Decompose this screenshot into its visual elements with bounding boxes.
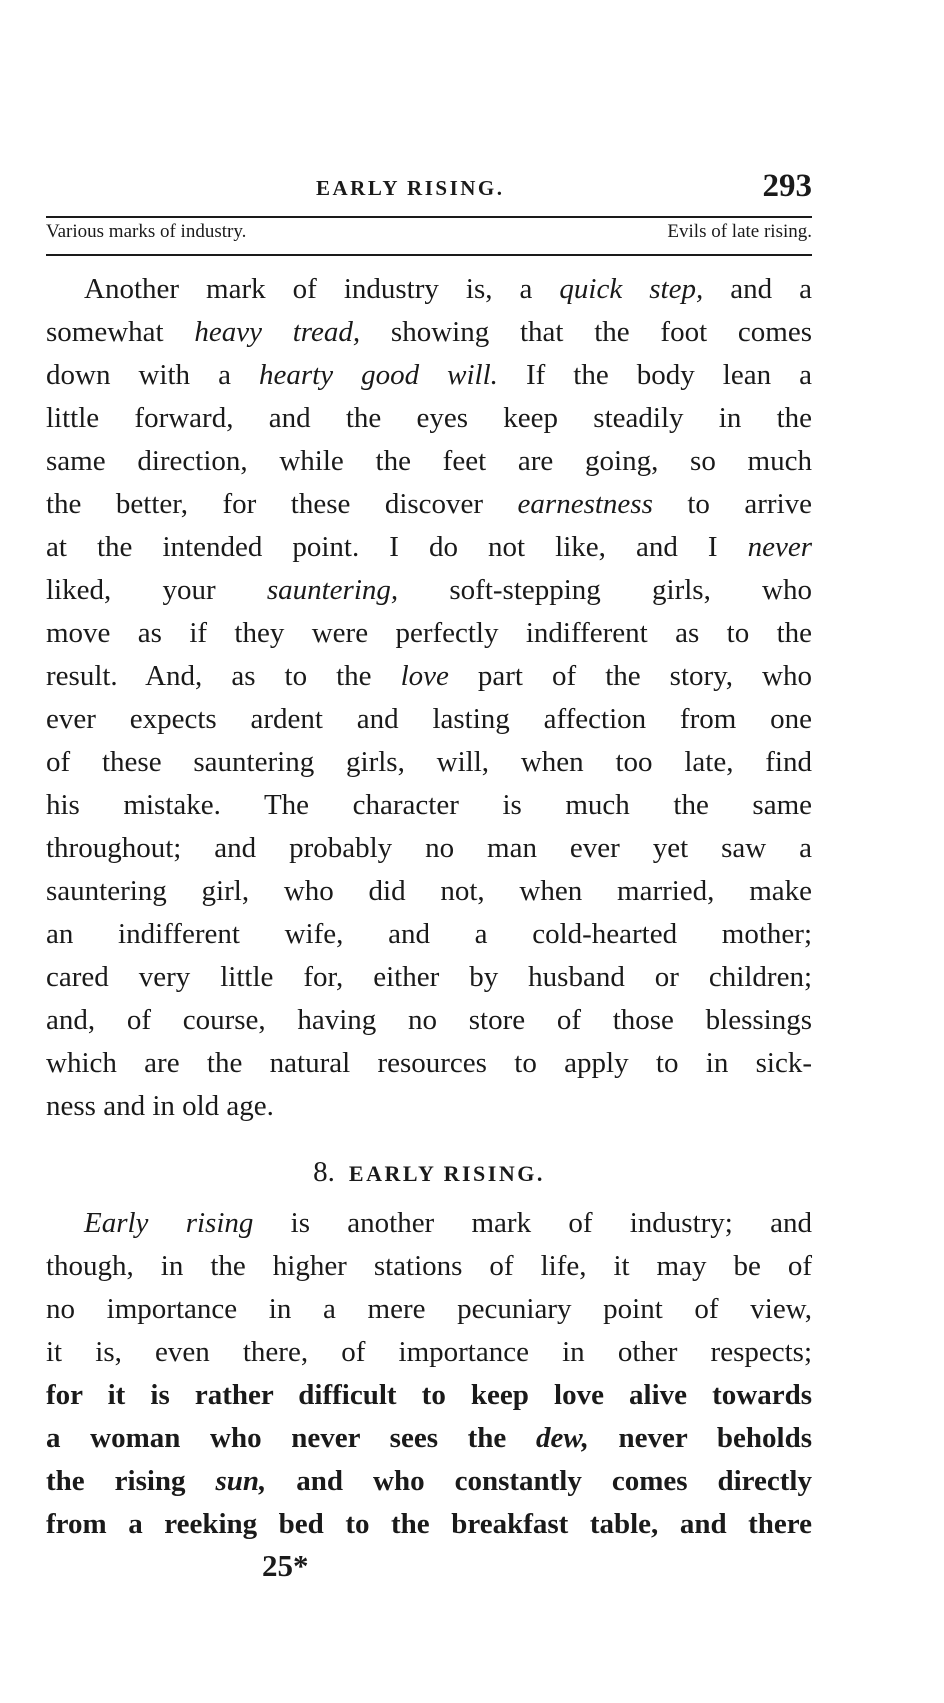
text-line [46,612,812,655]
text-run: same direction, while the feet are going, so much [46,445,812,477]
text-run: down with a [46,359,259,391]
text-run: and who constantly comes directly [266,1465,812,1497]
text-line [46,1042,812,1085]
text-line [46,827,812,870]
text-line [46,1331,812,1374]
text-line [46,698,812,741]
text-run: for it is rather difficult to keep love alive towards [46,1379,812,1411]
text-run: result. And, as to the [46,660,401,692]
text-run: cared very little for, either by husband or children; [46,961,812,993]
section-title: EARLY RISING. [348,1161,545,1186]
text-run: ever expects ardent and lasting affection from one [46,703,812,735]
right-subhead: Evils of late rising. [667,221,812,242]
text-run: Another mark of industry is, a [84,273,560,305]
text-line [46,999,812,1042]
text-line [46,483,812,526]
italic-run: never [747,531,812,563]
text-run: though, in the higher stations of life, it may be of [46,1250,812,1282]
italic-run: sauntering, [266,574,399,606]
text-run: no importance in a mere pecuniary point of view, [46,1293,812,1325]
signature-mark: 25* [262,1548,309,1583]
text-line [46,397,812,440]
italic-run: love [400,660,449,692]
running-title: EARLY RISING. [316,176,505,200]
italic-run: quick step, [559,273,704,305]
text-line [46,741,812,784]
text-line [46,1503,812,1546]
text-run: throughout; and probably no man ever yet saw a [46,832,812,864]
text-line [46,268,812,311]
text-line [46,956,812,999]
text-run: sauntering girl, who did not, when married, make [46,875,812,907]
paragraph-early-rising [46,1202,812,1546]
text-run: and, of course, having no store of those blessings [46,1004,812,1036]
text-run: move as if they were perfectly indifferent as to the [46,617,812,649]
text-run: at the intended point. I do not like, and I [46,531,748,563]
text-line [46,784,812,827]
header-rule-bottom [46,254,812,256]
text-line [46,526,812,569]
header-rule-top [46,216,812,218]
subhead-row [46,221,812,251]
italic-run: sun, [215,1465,267,1497]
text-line [46,1085,812,1128]
italic-run: dew, [535,1422,589,1454]
text-run: which are the natural resources to apply to in sick- [46,1047,812,1079]
text-line [46,870,812,913]
text-line [46,1245,812,1288]
text-line [46,655,812,698]
text-line [46,569,812,612]
text-line [46,1374,812,1417]
section-number: 8. [313,1156,335,1188]
text-line [46,1417,812,1460]
text-run: little forward, and the eyes keep steadily in the [46,402,812,434]
text-line [46,913,812,956]
text-run: part of the story, who [448,660,812,692]
text-run: it is, even there, of importance in other respects; [46,1336,812,1368]
text-run: and a [703,273,813,305]
left-subhead: Various marks of industry. [46,221,247,242]
paragraph-industry [46,268,812,1128]
running-head [46,168,812,216]
page-number: 293 [762,168,812,204]
text-run: liked, your [46,574,267,606]
text-run: somewhat [46,316,195,348]
text-line [46,1202,812,1245]
italic-run: Early rising [84,1207,254,1239]
text-run: is another mark of industry; and [253,1207,813,1239]
italic-run: hearty good will. [258,359,498,391]
italic-run: heavy tread, [194,316,361,348]
text-line [46,1460,812,1503]
text-line [46,354,812,397]
text-run: the better, for these discover [46,488,518,520]
text-run: of these sauntering girls, will, when too late, find [46,746,812,778]
text-run: soft-stepping girls, who [398,574,812,606]
text-run: showing that the foot comes [360,316,812,348]
section-heading [46,1156,812,1189]
text-run: from a reeking bed to the breakfast table, and there [46,1508,812,1540]
text-run: a woman who never sees the [46,1422,536,1454]
text-run: If the body lean a [497,359,812,391]
text-run: ness and in old age. [46,1090,274,1122]
text-line [46,1288,812,1331]
text-run: the rising [46,1465,216,1497]
text-run: to arrive [652,488,812,520]
text-run: never beholds [588,1422,812,1454]
text-line [46,440,812,483]
text-line [46,311,812,354]
text-run: an indifferent wife, and a cold-hearted mother; [46,918,812,950]
italic-run: earnestness [517,488,653,520]
text-run: his mistake. The character is much the same [46,789,812,821]
